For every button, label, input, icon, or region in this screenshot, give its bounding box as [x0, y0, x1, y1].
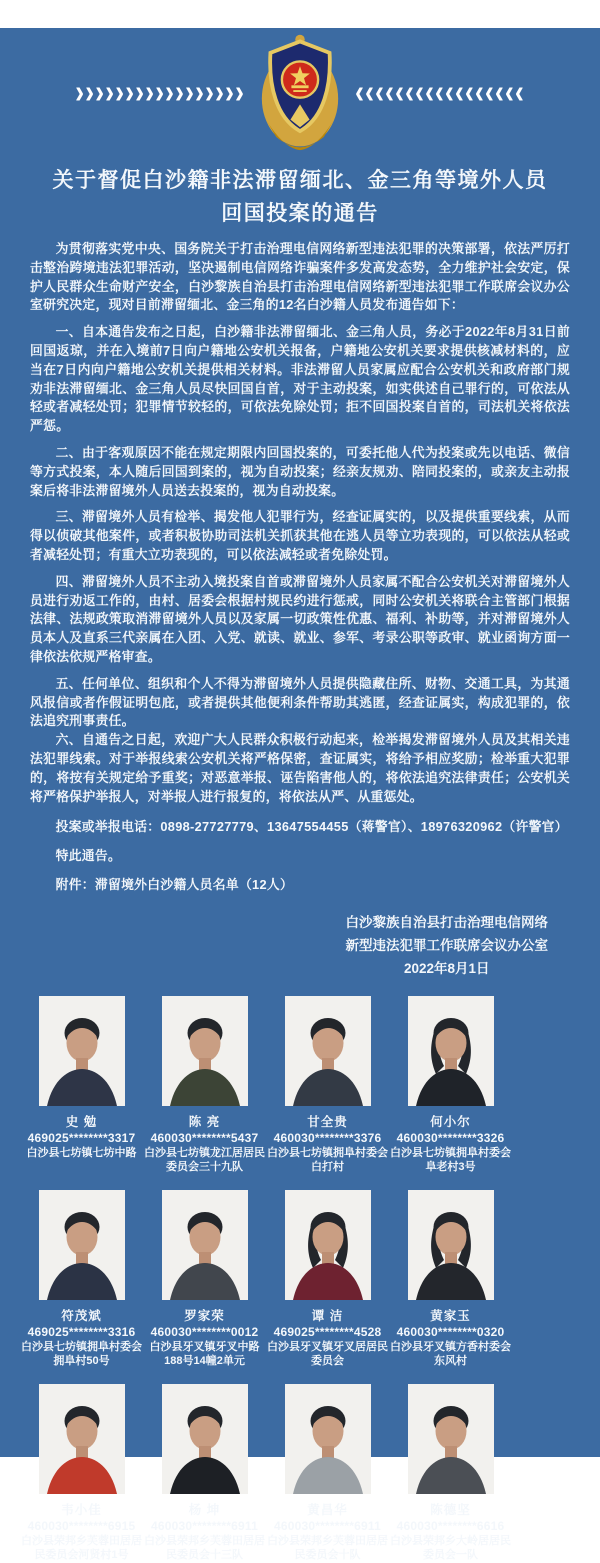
left-chevrons-decoration: ›››››››››››››››››: [75, 72, 245, 111]
person-card: [143, 1384, 266, 1563]
person-name: 何小尔: [430, 1114, 471, 1129]
attachment-note: 附件：滞留境外白沙籍人员名单（12人）: [55, 876, 294, 892]
person-id: 460030********6915: [27, 1518, 136, 1533]
person-card: [143, 996, 266, 1175]
notice-paragraph-intro: 为贯彻落实党中央、国务院关于打击治理电信网络新型违法犯罪的决策部署，依法严厉打击整治跨境违法犯罪活动，坚决遏制电信网络诈骗案件多发高发态势，全力维护社会安定，保护人民群众生命财产安全，白沙黎族自治县打击治理电信网络新型违法犯罪工作联席会议办公室研究决定，现对目前滞留缅北、金三角的12名白沙籍人员发布通告如下：: [30, 241, 570, 313]
person-name: 韦小佳: [61, 1502, 102, 1517]
person-photo: [285, 996, 371, 1106]
person-name: 罗家荣: [184, 1308, 225, 1323]
person-photo: [408, 1384, 494, 1494]
notice-body: [0, 230, 600, 895]
person-id: 460030********0320: [396, 1324, 505, 1339]
signature-date: 2022年8月1日: [403, 960, 490, 976]
wanted-people-grid: [0, 996, 600, 1563]
person-address: 白沙县荣邦乡大岭居居民委员会一队: [390, 1534, 511, 1562]
person-card: [389, 1384, 512, 1563]
notice-paragraph-6: 六、自通告之日起，欢迎广大人民群众积极行动起来，检举揭发滞留境外人员及其相关违法犯罪线索。对于举报线索公安机关将严格保密，查证属实，将给予相应奖励；检举重大犯罪的，将按有关规定给予重奖；对恶意举报、诬告陷害他人的，将依法追究法律责任；公安机关将严格保护举报人，对举报人进行报复的，将依法从严、从重惩处。: [30, 732, 570, 804]
person-photo: [408, 996, 494, 1106]
signature-org-line2: 新型违法犯罪工作联席会议办公室: [345, 937, 548, 953]
signature-block: [346, 911, 549, 980]
notice-paragraph-5: 五、任何单位、组织和个人不得为滞留境外人员提供隐藏住所、财物、交通工具，为其通风报信或者作假证明包庇，或者提供其他便利条件帮助其逃匿，经查证属实，构成犯罪的，依法追究刑事责任。: [30, 675, 570, 729]
person-photo: [39, 1384, 125, 1494]
person-card: [20, 996, 143, 1175]
person-address: 白沙县七坊镇龙江居居民委员会三十九队: [144, 1146, 265, 1174]
person-photo: [408, 1190, 494, 1300]
person-photo: [285, 1384, 371, 1494]
person-name: 符茂斌: [61, 1308, 102, 1323]
person-name: 陈德坚: [430, 1502, 471, 1517]
person-address: 白沙县七坊镇拥阜村委会拥阜村50号: [21, 1340, 142, 1368]
notice-title-line1: 关于督促白沙籍非法滞留缅北、金三角等境外人员: [52, 169, 548, 192]
person-address: 白沙县七坊镇七坊中路: [26, 1146, 137, 1159]
person-photo: [162, 996, 248, 1106]
person-id: 469025********3316: [27, 1324, 136, 1339]
person-card: [389, 996, 512, 1175]
notice-closing: 特此通告。: [55, 848, 122, 864]
signature-org-line1: 白沙黎族自治县打击治理电信网络: [345, 914, 548, 930]
notice-title-line2: 回国投案的通告: [221, 202, 379, 225]
person-id: 469025********3317: [27, 1130, 136, 1145]
person-name: 黄家玉: [430, 1308, 471, 1323]
notice-paragraph-2: 二、由于客观原因不能在规定期限内回国投案的，可委托他人代为投案或先以电话、微信等方式投案，本人随后回国到案的，视为自动投案；经亲友规劝、陪同投案的，或亲友主动报案后将非法滞留境外人员送去投案的，视为自动投案。: [30, 444, 570, 498]
person-address: 白沙县荣邦乡芙蓉田居居民委员会十三队: [144, 1534, 265, 1562]
notice-paragraph-3: 三、滞留境外人员有检举、揭发他人犯罪行为，经查证属实的，以及提供重要线索，从而得以侦破其他案件，或者积极协助司法机关抓获其他在逃人员等立功表现的，可以依法从轻或者减轻处罚；有重大立功表现的，可以依法减轻或者免除处罚。: [30, 509, 570, 562]
person-id: 460030********5437: [150, 1130, 259, 1145]
person-id: 460030********0012: [150, 1324, 259, 1339]
person-name: 甘全贵: [307, 1114, 348, 1129]
person-photo: [39, 996, 125, 1106]
right-chevrons-decoration: ‹‹‹‹‹‹‹‹‹‹‹‹‹‹‹‹‹: [355, 72, 525, 111]
person-photo: [162, 1190, 248, 1300]
person-name: 陈 亮: [188, 1114, 221, 1129]
notice-title: [0, 164, 600, 230]
header-badge-row: [0, 28, 600, 156]
person-card: [266, 1384, 389, 1563]
person-card: [389, 1190, 512, 1369]
person-address: 白沙县牙叉镇方香村委会东风村: [390, 1340, 511, 1368]
person-id: 460030********6616: [396, 1518, 505, 1533]
person-card: [143, 1190, 266, 1369]
person-id: 469025********4528: [273, 1324, 382, 1339]
person-id: 460030********3326: [396, 1130, 505, 1145]
person-name: 黄昌华: [307, 1502, 348, 1517]
person-card: [266, 996, 389, 1175]
notice-paragraph-4: 四、滞留境外人员不主动入境投案自首或滞留境外人员家属不配合公安机关对滞留境外人员进行劝返工作的，由村、居委会根据村规民约进行惩戒，同时公安机关将联合主管部门根据法律、法规政策取消滞留境外人员以及家属一切政策性优惠、福利、补助等，并对滞留境外人员本人及直系三代亲属在入团、入党、就读、就业、参军、考录公职等政审、就业函询方面一律依法依规严格审查。: [30, 573, 570, 664]
report-hotline: 投案或举报电话：0898-27727779、13647554455（蒋警官）、18976320962（许警官）: [55, 819, 568, 835]
person-address: 白沙县牙叉镇牙叉中路188号14幢2单元: [149, 1340, 260, 1368]
person-address: 白沙县牙叉镇牙叉居居民委员会: [267, 1340, 388, 1368]
police-badge-icon: [257, 30, 343, 154]
person-address: 白沙县七坊镇拥阜村委会阜老村3号: [390, 1146, 511, 1174]
person-card: [20, 1190, 143, 1369]
person-id: 460030********6911: [150, 1518, 259, 1533]
person-photo: [285, 1190, 371, 1300]
notice-paragraph-1: 一、自本通告发布之日起，白沙籍非法滞留缅北、金三角人员，务必于2022年8月31日前回国返琼，并在入境前7日向户籍地公安机关报备，户籍地公安机关要求提供核减材料的，应当在7日内向户籍地公安机关提供相关材料。非法滞留人员家属应配合公安机关和政府部门规劝非法滞留缅北、金三角人员尽快回国自首，对于主动投案，如实供述自己罪行的，可依法从轻或者减轻处罚；犯罪情节较轻的，可依法免除处罚；拒不回国投案自首的，司法机关将依法严惩。: [30, 324, 570, 434]
person-id: 460030********3376: [273, 1130, 382, 1145]
person-card: [266, 1190, 389, 1369]
person-photo: [39, 1190, 125, 1300]
person-photo: [162, 1384, 248, 1494]
notice-poster: [0, 28, 600, 1562]
person-name: 史 勉: [65, 1114, 98, 1129]
person-address: 白沙县荣邦乡芙蓉田居居民委员会河贤村1号: [21, 1534, 142, 1562]
person-address: 白沙县荣邦乡芙蓉田居居民委员会十队: [267, 1534, 388, 1562]
person-id: 460030********6911: [273, 1518, 382, 1533]
person-name: 谭 洁: [311, 1308, 344, 1323]
person-card: [20, 1384, 143, 1563]
person-address: 白沙县七坊镇拥阜村委会白打村: [267, 1146, 388, 1174]
person-name: 杨 坤: [188, 1502, 221, 1517]
